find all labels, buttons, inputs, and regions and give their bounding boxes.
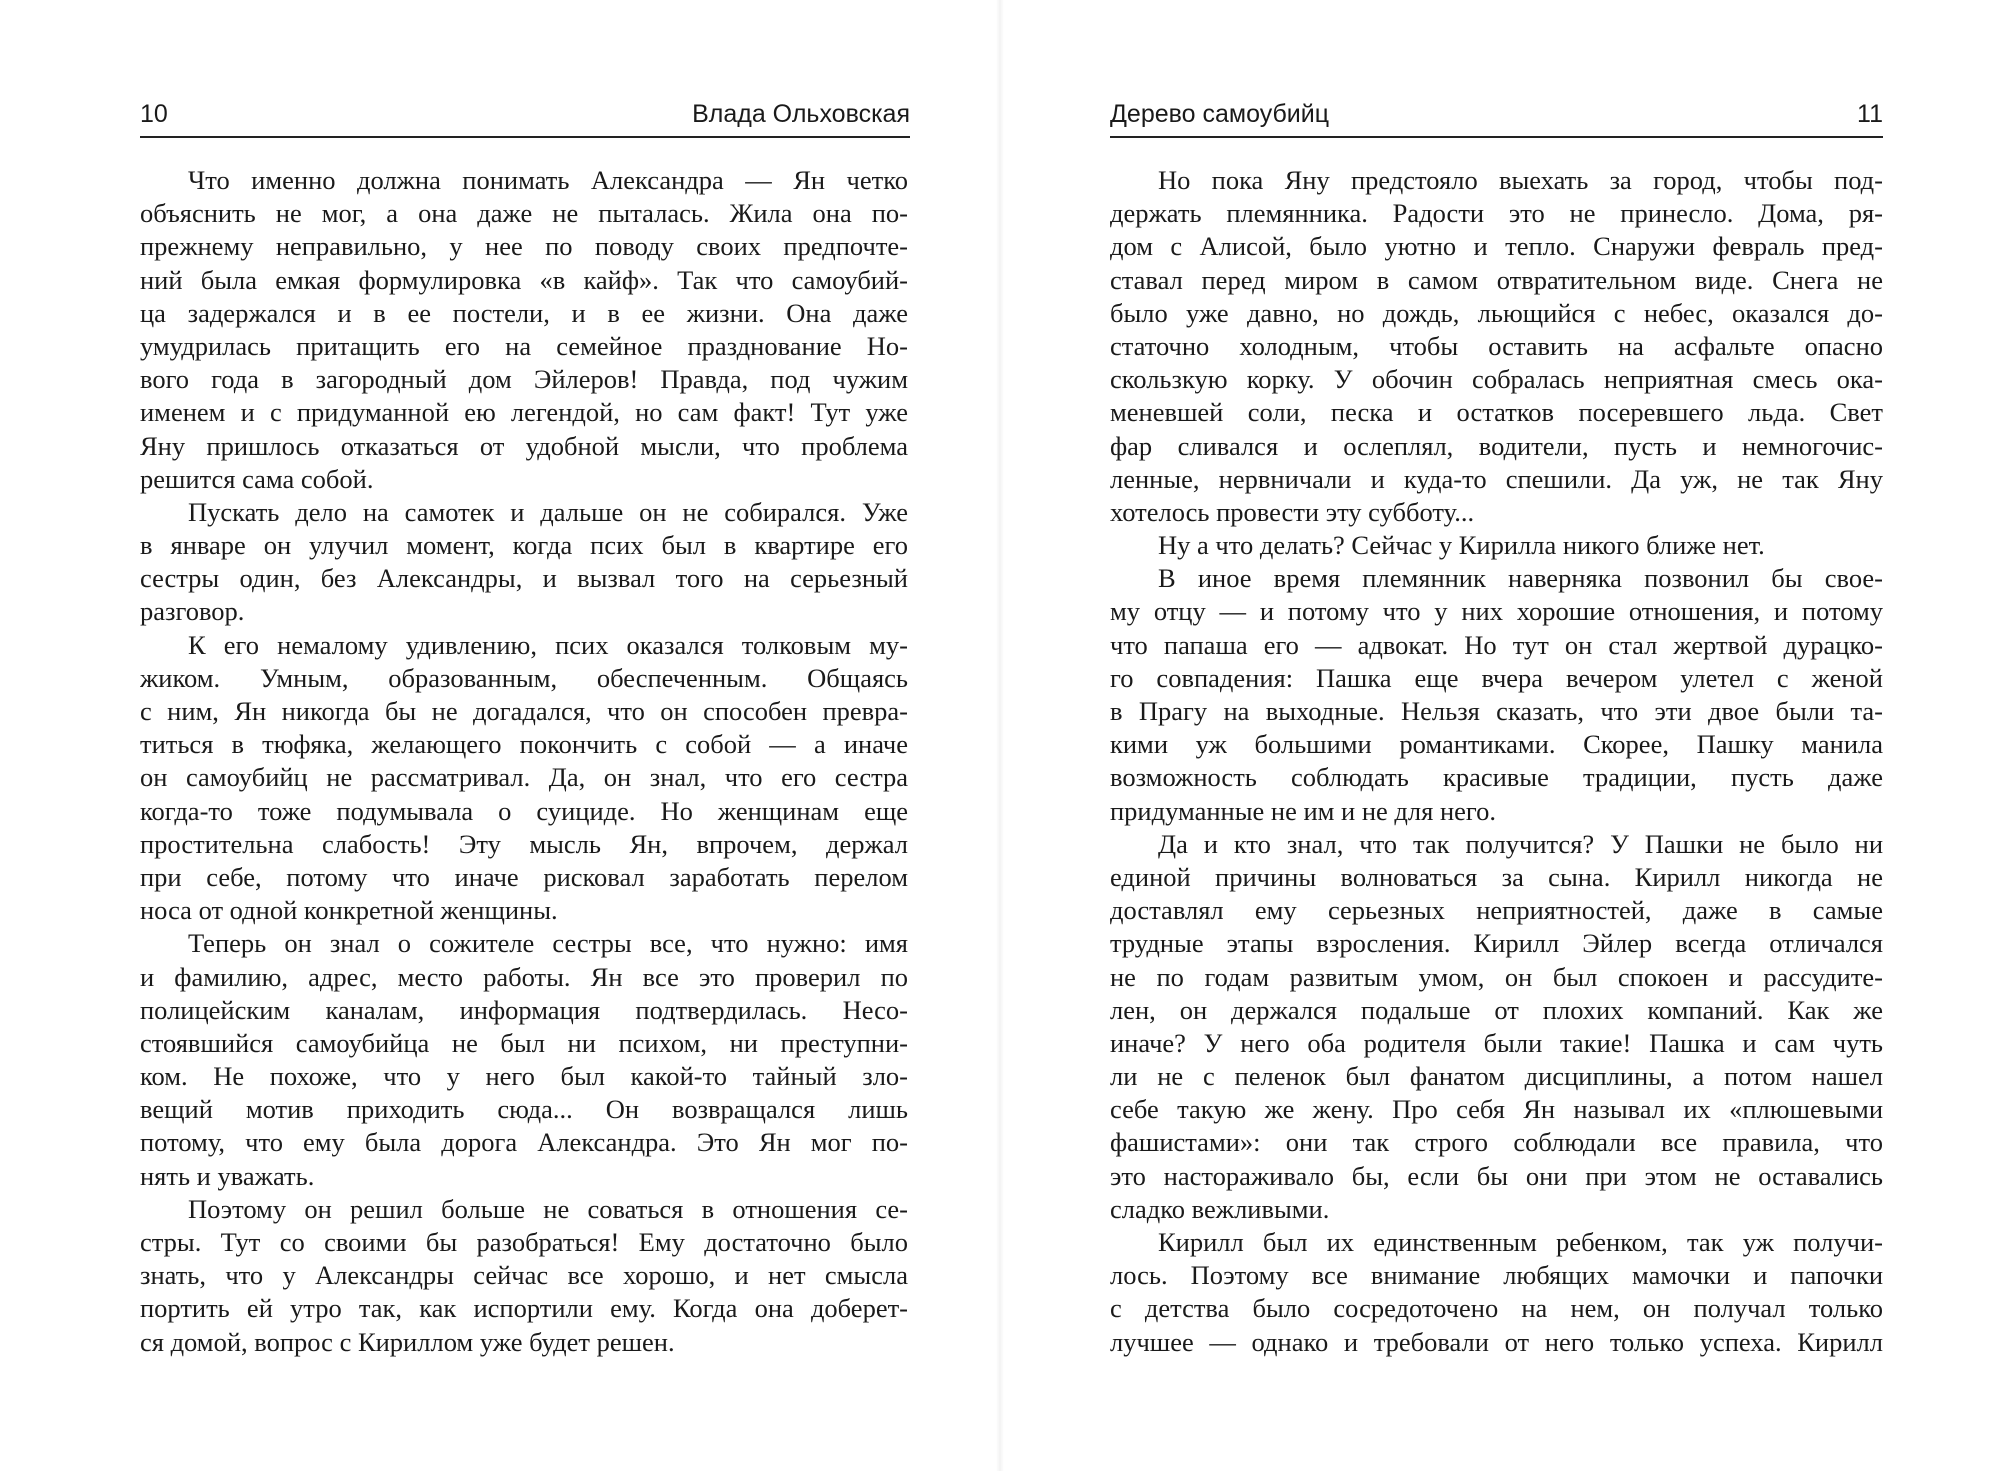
text-line: ся домой, вопрос с Кириллом уже будет решен. <box>140 1326 675 1357</box>
text-line: меневшей соли, песка и остатков посеревшего льда. Свет <box>1110 397 1883 428</box>
text-line: нять и уважать. <box>140 1160 315 1191</box>
text-line: объяснить не мог, а она даже не пыталась. Жила она по- <box>140 198 908 229</box>
text-line: умудрилась притащить его на семейное празднование Но- <box>140 330 908 361</box>
text-line: было уже давно, но дождь, льющийся с небес, оказался до- <box>1110 297 1883 328</box>
text-line: единой причины волноваться за сына. Кирилл никогда не <box>1110 861 1883 892</box>
text-line: доставлял ему серьезных неприятностей, даже в самые <box>1110 895 1883 926</box>
text-line: фар сливался и ослеплял, водители, пусть и немногочис- <box>1110 430 1883 461</box>
text-line: возможность соблюдать красивые традиции, пусть даже <box>1110 762 1883 793</box>
text-line: что папаша его — адвокат. Но тут он стал жертвой дурацко- <box>1110 629 1883 660</box>
text-line: носа от одной конкретной женщины. <box>140 895 558 926</box>
running-head-author: Влада Ольховская <box>692 100 910 128</box>
text-line: решится сама собой. <box>140 463 374 494</box>
text-line: ком. Не похоже, что у него был какой-то тайный зло- <box>140 1061 908 1092</box>
text-line: простительна слабость! Эту мысль Ян, впрочем, держал <box>140 828 908 859</box>
text-line: Что именно должна понимать Александра — Ян четко <box>188 165 908 195</box>
text-line: лен, он держался подальше от плохих компаний. Как же <box>1110 994 1883 1025</box>
text-line: Поэтому он решил больше не соваться в отношения се- <box>188 1193 908 1224</box>
text-line: иначе? У него оба родителя были такие! Пашка и сам чуть <box>1110 1027 1883 1058</box>
text-line: потому, что ему была дорога Александра. Это Ян мог по- <box>140 1127 908 1158</box>
text-line: статочно холодным, чтобы оставить на асфальте опасно <box>1110 330 1883 361</box>
text-line: ца задержался и в ее постели, и в ее жизни. Она даже <box>140 297 908 328</box>
text-line: с ним, Ян никогда бы не догадался, что он способен превра- <box>140 696 908 726</box>
text-line: Но пока Яну предстояло выехать за город, чтобы под- <box>1158 165 1883 195</box>
text-line: Ну а что делать? Сейчас у Кирилла никого ближе нет. <box>1158 530 1765 561</box>
text-line: В иное время племянник наверняка позвонил бы свое- <box>1158 563 1883 594</box>
text-line: ний была емкая формулировка «в кайф». Так что самоубий- <box>140 264 908 295</box>
text-line: лучшее — однако и требовали от него только успеха. Кирилл <box>1110 1326 1883 1357</box>
left-page-text <box>140 164 908 1359</box>
text-line: ли не с пеленок был фанатом дисциплины, а потом нашел <box>1110 1061 1883 1092</box>
text-line: вещий мотив приходить сюда... Он возвращался лишь <box>140 1094 908 1125</box>
text-line: придуманные не им и не для него. <box>1110 795 1496 826</box>
text-line: когда-то тоже подумывала о суициде. Но женщинам еще <box>140 795 908 826</box>
text-line: держать племянника. Радости это не принесло. Дома, ря- <box>1110 198 1883 229</box>
text-line: он самоубийц не рассматривал. Да, он знал, что его сестра <box>140 762 908 793</box>
text-line: фашистами»: они так строго соблюдали все правила, что <box>1110 1127 1883 1158</box>
right-page <box>1000 0 2000 1471</box>
text-line: разговор. <box>140 596 245 627</box>
text-line: му отцу — и потому что у них хорошие отношения, и потому <box>1110 596 1883 627</box>
text-line: сладко вежливыми. <box>1110 1193 1330 1224</box>
text-line: Теперь он знал о сожителе сестры все, что нужно: имя <box>188 928 908 959</box>
text-line: хотелось провести эту субботу... <box>1110 496 1475 527</box>
text-line: в Прагу на выходные. Нельзя сказать, что эти двое были та- <box>1110 696 1883 726</box>
text-line: Яну пришлось отказаться от удобной мысли, что проблема <box>140 430 908 461</box>
text-line: полицейским каналам, информация подтвердилась. Несо- <box>140 994 908 1025</box>
text-line: сестры один, без Александры, и вызвал того на серьезный <box>140 563 908 594</box>
right-page-text <box>1110 164 1883 1359</box>
text-line: титься в тюфяка, желающего покончить с собой — а иначе <box>140 729 908 760</box>
text-line: Пускать дело на самотек и дальше он не собирался. Уже <box>188 496 908 527</box>
text-line: скользкую корку. У обочин собралась неприятная смесь ока- <box>1110 364 1883 395</box>
text-line: с детства было сосредоточено на нем, он получал только <box>1110 1293 1883 1324</box>
text-line: стоявшийся самоубийца не был ни психом, ни преступни- <box>140 1027 908 1058</box>
running-head-title: Дерево самоубийц <box>1110 100 1330 128</box>
left-page-header <box>140 96 910 138</box>
text-line: ставал перед миром в самом отвратительном виде. Снега не <box>1110 264 1883 295</box>
text-line: прежнему неправильно, у нее по поводу своих предпочте- <box>140 231 908 262</box>
text-line: дом с Алисой, было уютно и тепло. Снаружи февраль пред- <box>1110 231 1883 262</box>
text-line: не по годам развитым умом, он был спокоен и рассудите- <box>1110 961 1883 992</box>
text-line: в январе он улучил момент, когда псих был в квартире его <box>140 530 908 561</box>
text-line: именем и с придуманной ею легендой, но сам факт! Тут уже <box>140 397 908 428</box>
page-number: 10 <box>140 100 168 128</box>
text-line: К его немалому удивлению, псих оказался толковым му- <box>188 629 908 660</box>
text-line: и фамилию, адрес, место работы. Ян все это проверил по <box>140 961 908 992</box>
text-line: го совпадения: Пашка еще вчера вечером улетел с женой <box>1110 662 1883 693</box>
text-line: это настораживало бы, если бы они при этом не оставались <box>1110 1160 1883 1191</box>
text-line: лось. Поэтому все внимание любящих мамочки и папочки <box>1110 1260 1883 1291</box>
page-number: 11 <box>1857 100 1883 128</box>
right-page-header <box>1110 96 1883 138</box>
text-line: вого года в загородный дом Эйлеров! Правда, под чужим <box>140 364 908 395</box>
text-line: трудные этапы взросления. Кирилл Эйлер всегда отличался <box>1110 928 1883 959</box>
text-line: себе такую же жену. Про себя Ян называл их «плюшевыми <box>1110 1094 1883 1125</box>
text-line: кими уж большими романтиками. Скорее, Пашку манила <box>1110 729 1883 760</box>
text-line: при себе, потому что иначе рисковал заработать перелом <box>140 861 908 892</box>
text-line: стры. Тут со своими бы разобраться! Ему достаточно было <box>140 1227 908 1257</box>
text-line: портить ей утро так, как испортили ему. Когда она доберет- <box>140 1293 908 1324</box>
text-line: жиком. Умным, образованным, обеспеченным. Общаясь <box>140 662 908 693</box>
text-line: Кирилл был их единственным ребенком, так уж получи- <box>1158 1227 1883 1257</box>
text-line: ленные, нервничали и куда-то спешили. Да уж, не так Яну <box>1110 463 1883 494</box>
text-line: знать, что у Александры сейчас все хорошо, и нет смысла <box>140 1260 908 1291</box>
text-line: Да и кто знал, что так получится? У Пашки не было ни <box>1158 828 1883 859</box>
